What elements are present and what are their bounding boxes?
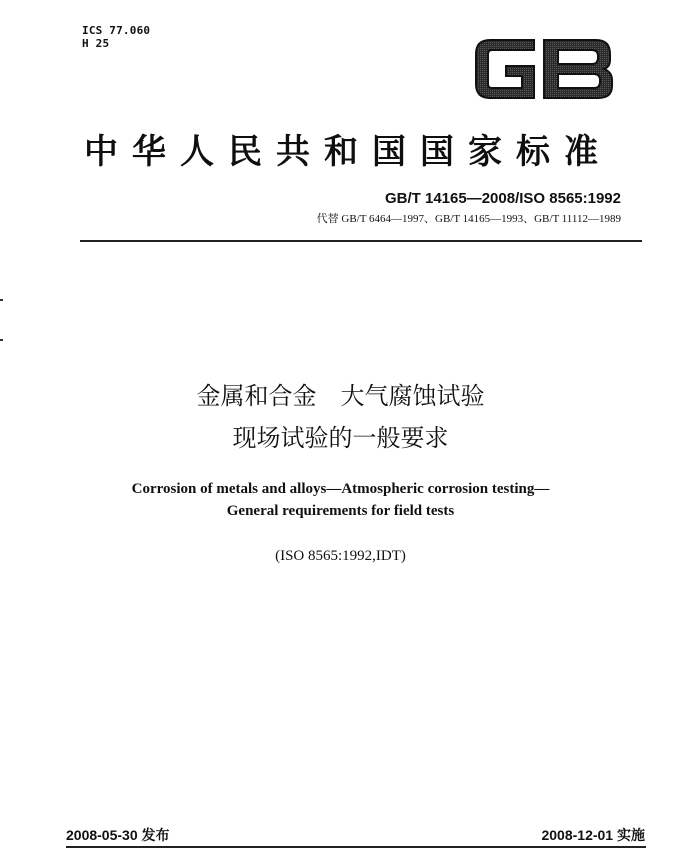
header-rule <box>80 240 642 242</box>
binding-mark <box>0 339 3 341</box>
logo-letter-b <box>544 40 612 98</box>
footer-rule <box>66 846 646 848</box>
ccs-code: H 25 <box>82 37 110 50</box>
english-title-line-2: General requirements for field tests <box>226 503 455 519</box>
binding-mark <box>0 299 3 301</box>
issue-date: 2008-05-30 发布 <box>66 827 170 843</box>
national-standard-title: 中华人民共和国国家标准 <box>84 132 612 172</box>
logo-text: GB <box>468 32 470 33</box>
standard-number: GB/T 14165—2008/ISO 8565:1992 <box>385 190 621 207</box>
chinese-title-line-2: 现场试验的一般要求 <box>232 424 449 452</box>
replaced-standards: 代替 GB/T 6464—1997、GB/T 14165—1993、GB/T 11112—1989 <box>316 213 621 225</box>
implementation-date: 2008-12-01 实施 <box>541 827 645 843</box>
iso-equivalence: (ISO 8565:1992,IDT) <box>275 548 406 564</box>
english-title-line-1: Corrosion of metals and alloys—Atmospheric corrosion testing— <box>131 481 550 497</box>
logo-letter-g <box>476 40 534 98</box>
classification-codes <box>82 24 150 50</box>
chinese-title-line-1: 金属和合金 大气腐蚀试验 <box>196 382 485 410</box>
gb-logo <box>468 32 620 106</box>
ics-code: ICS 77.060 <box>82 24 151 37</box>
